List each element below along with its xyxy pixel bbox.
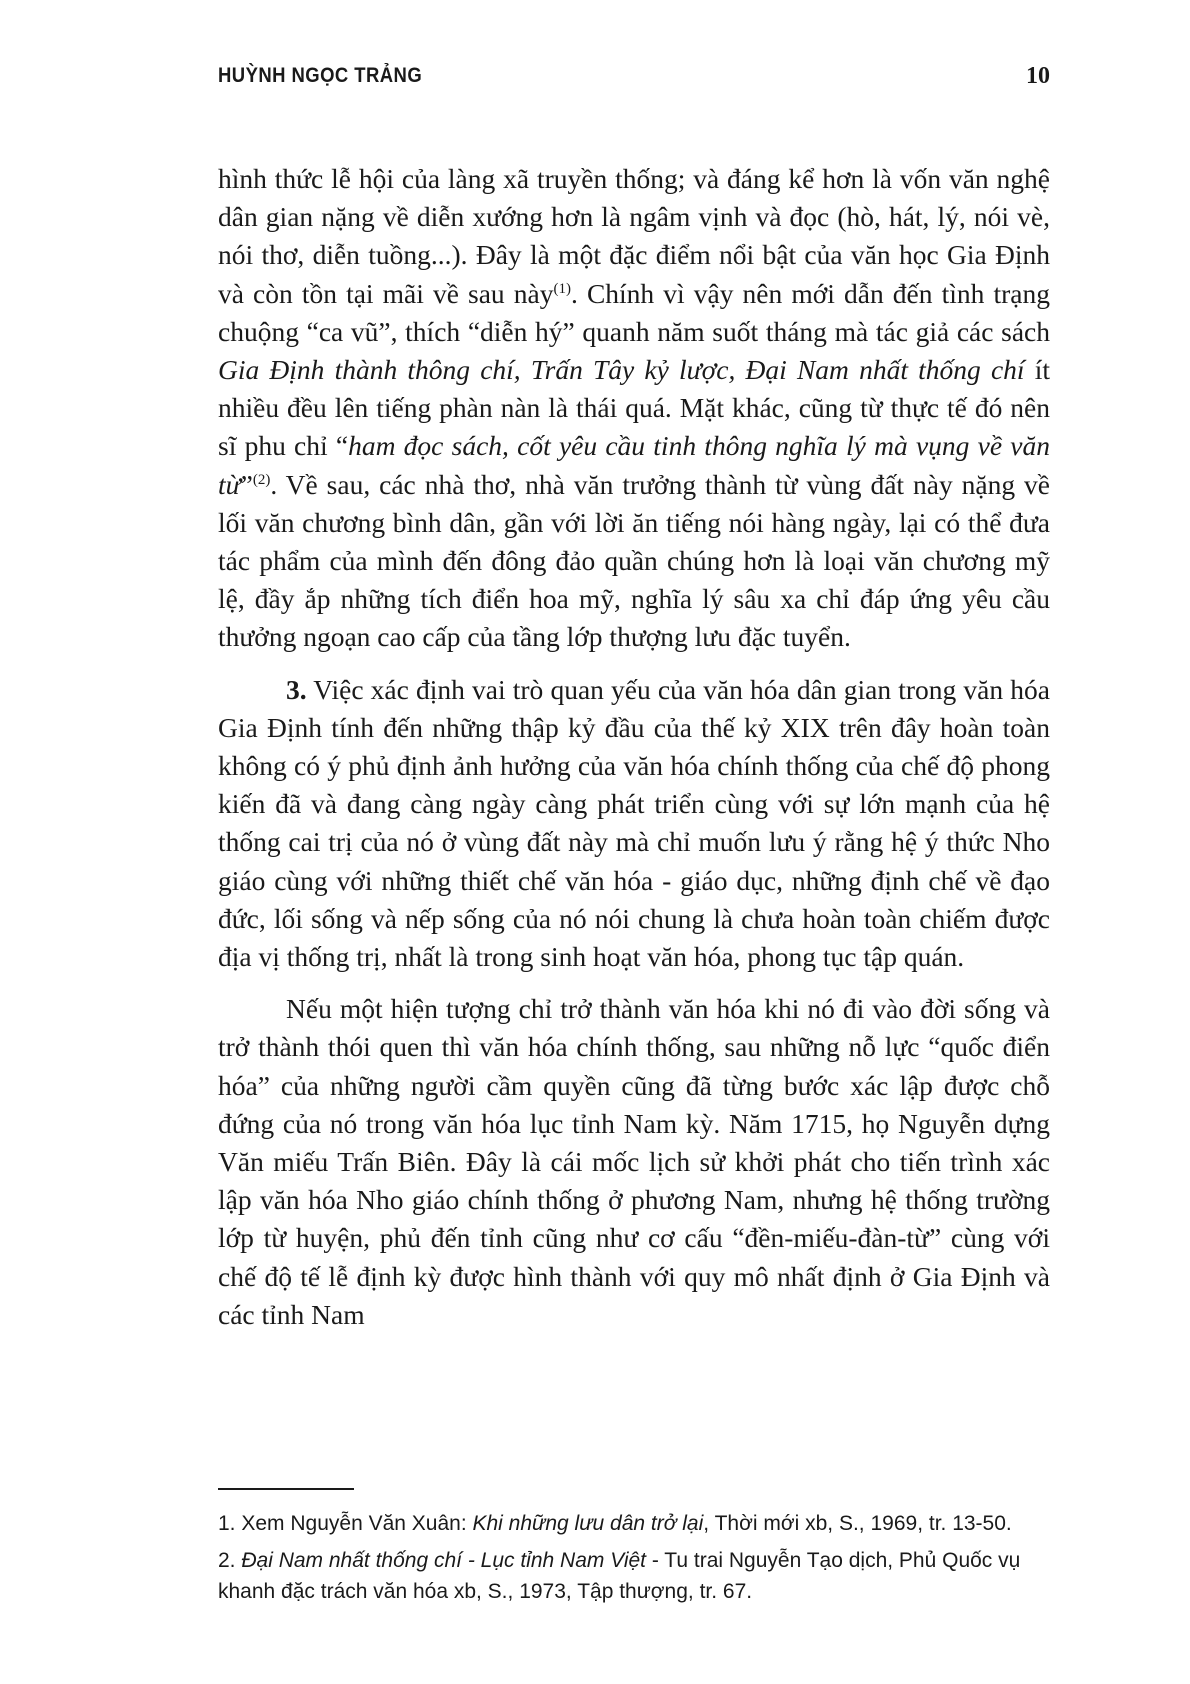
footnotes bbox=[218, 1508, 1064, 1613]
paragraph-text: hình thức lễ hội của làng xã truyền thống; và đáng kể hơn là vốn văn nghệ dân gian nặng về diễn xướng hơn là ngâm vịnh và đọc (hò, hát, lý, nói vè, nói thơ, diễn tuồng...). Đây là một đặc điểm nổi bật của văn học Gia Định và còn tồn tại mãi về sau này bbox=[218, 163, 1050, 309]
footnote-book-title: Khi những lưu dân trở lại bbox=[472, 1512, 704, 1535]
author-name: HUỲNH NGỌC TRẢNG bbox=[218, 64, 423, 87]
quotation: ham đọc sách, cốt yêu cầu tinh thông nghĩa lý mà vụng về văn từ bbox=[218, 430, 1050, 500]
footnote-ref-1: (1) bbox=[553, 280, 571, 297]
footnote-text: 2. bbox=[218, 1549, 242, 1572]
paragraph-text: . Chính vì vậy nên mới dẫn đến tình trạng chuộng “ca vũ”, thích “diễn hý” quanh năm suốt tháng mà tác giả các sách bbox=[218, 277, 1050, 347]
closing-quote: ” bbox=[240, 468, 253, 500]
paragraph-section-3 bbox=[218, 671, 1050, 977]
main-text bbox=[218, 160, 1050, 1334]
footnote-book-title: Đại Nam nhất thống chí - Lục tỉnh Nam Việt bbox=[241, 1549, 647, 1572]
footnote-text: , Thời mới xb, S., 1969, tr. 13-50. bbox=[703, 1512, 1012, 1535]
paragraph bbox=[218, 990, 1050, 1334]
footnote-1 bbox=[218, 1508, 1064, 1539]
paragraph-text: ít nhiều đều lên tiếng phàn nàn là thái quá. Mặt khác, cũng từ thực tế đó nên sĩ phu chỉ “ bbox=[218, 354, 1050, 462]
running-header bbox=[218, 56, 1050, 96]
book-titles: Gia Định thành thông chí, Trấn Tây kỷ lược, Đại Nam nhất thống chí bbox=[218, 354, 1025, 386]
page-number: 10 bbox=[1026, 62, 1050, 89]
footnote-2 bbox=[218, 1545, 1064, 1607]
paragraph-text: . Về sau, các nhà thơ, nhà văn trưởng thành từ vùng đất này nặng về lối văn chương bình dân, gần với lời ăn tiếng nói hàng ngày, lại có thể đưa tác phẩm của mình đến đông đảo quần chúng hơn là loại văn chương mỹ lệ, đầy ắp những tích điển hoa mỹ, nghĩa lý sâu xa chỉ đáp ứng yêu cầu thưởng ngoạn cao cấp của tầng lớp thượng lưu đặc tuyển. bbox=[218, 468, 1050, 653]
paragraph-text: Nếu một hiện tượng chỉ trở thành văn hóa khi nó đi vào đời sống và trở thành thói quen thì văn hóa chính thống, sau những nỗ lực “quốc điển hóa” của những người cầm quyền cũng đã từng bước xác lập được chỗ đứng của nó trong văn hóa lục tỉnh Nam kỳ. Năm 1715, họ Nguyễn dựng Văn miếu Trấn Biên. Đây là cái mốc lịch sử khởi phát cho tiến trình xác lập văn hóa Nho giáo chính thống ở phương Nam, nhưng hệ thống trường lớp từ huyện, phủ đến tỉnh cũng như cơ cấu “đền-miếu-đàn-từ” cùng với chế độ tế lễ định kỳ được hình thành với quy mô nhất định ở Gia Định và các tỉnh Nam bbox=[218, 993, 1050, 1330]
footnote-text: - Tu trai Nguyễn Tạo dịch, Phủ Quốc vụ khanh đặc trách văn hóa xb, S., 1973, Tập thượng, tr. 67. bbox=[218, 1549, 1021, 1603]
footnote-divider bbox=[218, 1488, 354, 1490]
paragraph-text: Việc xác định vai trò quan yếu của văn hóa dân gian trong văn hóa Gia Định tính đến những thập kỷ đầu của thế kỷ XIX trên đây hoàn toàn không có ý phủ định ảnh hưởng của văn hóa chính thống của chế độ phong kiến đã và đang càng ngày càng phát triển cùng với sự lớn mạnh của hệ thống cai trị của nó ở vùng đất này mà chỉ muốn lưu ý rằng hệ ý thức Nho giáo cùng với những thiết chế văn hóa - giáo dục, những định chế về đạo đức, lối sống và nếp sống của nó nói chung là chưa hoàn toàn chiếm được địa vị thống trị, nhất là trong sinh hoạt văn hóa, phong tục tập quán. bbox=[218, 673, 1050, 973]
paragraph-continued bbox=[218, 160, 1050, 657]
footnote-text: 1. Xem Nguyễn Văn Xuân: bbox=[218, 1512, 473, 1535]
footnote-ref-2: (2) bbox=[252, 471, 271, 488]
section-number: 3. bbox=[286, 673, 307, 705]
